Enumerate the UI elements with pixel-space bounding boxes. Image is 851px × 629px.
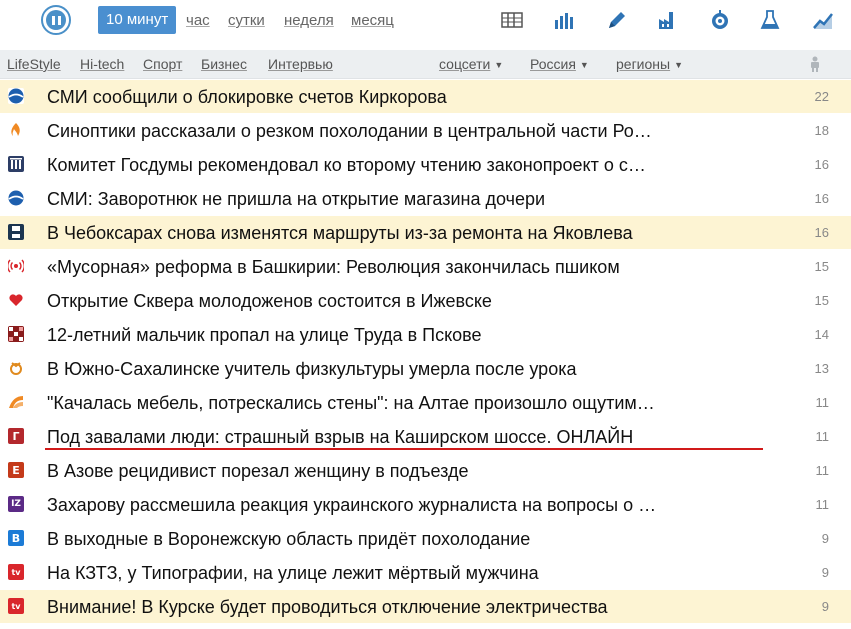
period-hour-link[interactable]: час	[186, 12, 210, 29]
category-sport[interactable]: Спорт	[143, 56, 183, 72]
period-month-link[interactable]: месяц	[351, 12, 394, 29]
news-title[interactable]: СМИ: Заворотнюк не пришла на открытие магазина дочери	[47, 189, 546, 209]
news-count: 9	[821, 531, 829, 546]
news-title[interactable]: Открытие Сквера молодоженов состоится в Ижевске	[47, 291, 492, 311]
news-count: 16	[814, 191, 829, 206]
news-title[interactable]: Синоптики рассказали о резком похолодании в центральной части Ро…	[47, 121, 652, 141]
top-bar	[0, 0, 851, 50]
grid-icon	[8, 326, 24, 342]
category-bar	[0, 50, 851, 79]
news-title[interactable]: В Чебоксарах снова изменятся маршруты из-за ремонта на Яковлева	[47, 223, 633, 243]
news-count: 9	[821, 599, 829, 614]
floppy-icon	[8, 224, 24, 240]
news-count: 16	[814, 225, 829, 240]
news-row[interactable]	[0, 386, 851, 419]
pause-icon	[46, 10, 66, 30]
news-title[interactable]: В Южно-Сахалинске учитель физкультуры умерла после урока	[47, 359, 577, 379]
tv-icon: tv	[8, 598, 24, 614]
news-row[interactable]	[0, 522, 851, 555]
bar-chart-icon[interactable]	[552, 8, 576, 32]
globe-icon	[8, 190, 24, 206]
b-icon: В	[8, 530, 24, 546]
news-count: 11	[815, 429, 829, 444]
period-day-link[interactable]: сутки	[228, 12, 265, 29]
list-icon[interactable]	[500, 8, 524, 32]
news-count: 22	[814, 89, 829, 104]
e-icon: E	[8, 462, 24, 478]
news-row[interactable]	[0, 488, 851, 521]
radio-icon	[8, 258, 24, 274]
news-title[interactable]: «Мусорная» реформа в Башкирии: Революция закончилась пшиком	[47, 257, 620, 277]
news-count: 15	[814, 293, 829, 308]
news-title[interactable]: Захарову рассмешила реакция украинского журналиста на вопросы о …	[47, 495, 657, 515]
news-count: 14	[814, 327, 829, 342]
gamepad-icon[interactable]	[708, 8, 732, 32]
news-row[interactable]	[0, 556, 851, 589]
dropdown-russia[interactable]	[530, 56, 589, 72]
emblem-icon	[8, 360, 24, 376]
flask-icon[interactable]	[758, 8, 782, 32]
news-count: 16	[814, 157, 829, 172]
news-row[interactable]	[0, 80, 851, 113]
news-row[interactable]	[0, 590, 851, 623]
news-row[interactable]	[0, 114, 851, 147]
iz-icon: IZ	[8, 496, 24, 512]
news-title[interactable]: Комитет Госдумы рекомендовал ко второму чтению законопроект о с…	[47, 155, 646, 175]
g-icon: Г	[8, 428, 24, 444]
news-title[interactable]: Под завалами люди: страшный взрыв на Каширском шоссе. ОНЛАЙН	[47, 427, 634, 447]
news-row[interactable]	[0, 454, 851, 487]
category-business[interactable]: Бизнес	[201, 56, 247, 72]
red-underline	[45, 448, 763, 450]
news-row[interactable]	[0, 352, 851, 385]
trend-chart-icon[interactable]	[811, 8, 835, 32]
heart-icon	[8, 292, 24, 308]
news-count: 11	[815, 395, 829, 410]
dropdown-russia-label: Россия	[530, 56, 576, 72]
news-count: 13	[814, 361, 829, 376]
news-count: 11	[815, 497, 829, 512]
news-row[interactable]	[0, 284, 851, 317]
news-count: 11	[815, 463, 829, 478]
caret-down-icon: ▼	[494, 60, 504, 71]
dropdown-regions-label: регионы	[616, 56, 671, 72]
pen-icon[interactable]	[605, 8, 629, 32]
wave-icon	[8, 394, 24, 410]
globe-icon	[8, 88, 24, 104]
pause-button[interactable]	[41, 5, 71, 35]
dropdown-regions[interactable]	[616, 56, 683, 72]
flame-icon	[8, 122, 24, 138]
category-lifestyle[interactable]: LifeStyle	[7, 56, 61, 72]
dropdown-socials-label: соцсети	[439, 56, 491, 72]
news-title[interactable]: Внимание! В Курске будет проводиться отключение электричества	[47, 597, 608, 617]
news-row[interactable]	[0, 216, 851, 249]
dropdown-socials[interactable]	[439, 56, 503, 72]
news-title[interactable]: На КЗТЗ, у Типографии, на улице лежит мёртвый мужчина	[47, 563, 539, 583]
building-icon	[8, 156, 24, 172]
category-hitech[interactable]: Hi-tech	[80, 56, 125, 72]
news-row[interactable]	[0, 318, 851, 351]
caret-down-icon: ▼	[674, 60, 684, 71]
news-title[interactable]: В Азове рецидивист порезал женщину в подъезде	[47, 461, 469, 481]
news-count: 9	[821, 565, 829, 580]
news-count: 18	[814, 123, 829, 138]
news-title[interactable]: В выходные в Воронежскую область придёт похолодание	[47, 529, 531, 549]
news-row[interactable]	[0, 250, 851, 283]
news-title[interactable]: СМИ сообщили о блокировке счетов Киркорова	[47, 87, 447, 107]
category-interview[interactable]: Интервью	[268, 56, 333, 72]
news-title[interactable]: "Качалась мебель, потрескались стены": на Алтае произошло ощутим…	[47, 393, 655, 413]
factory-icon[interactable]	[656, 8, 680, 32]
news-row[interactable]	[0, 182, 851, 215]
news-title[interactable]: 12-летний мальчик пропал на улице Труда в Пскове	[47, 325, 482, 345]
period-10min-button[interactable]: 10 минут	[98, 6, 176, 34]
period-week-link[interactable]: неделя	[284, 12, 334, 29]
caret-down-icon: ▼	[579, 60, 589, 71]
news-row[interactable]	[0, 148, 851, 181]
person-icon[interactable]	[809, 56, 821, 72]
tv-icon: tv	[8, 564, 24, 580]
news-count: 15	[814, 259, 829, 274]
